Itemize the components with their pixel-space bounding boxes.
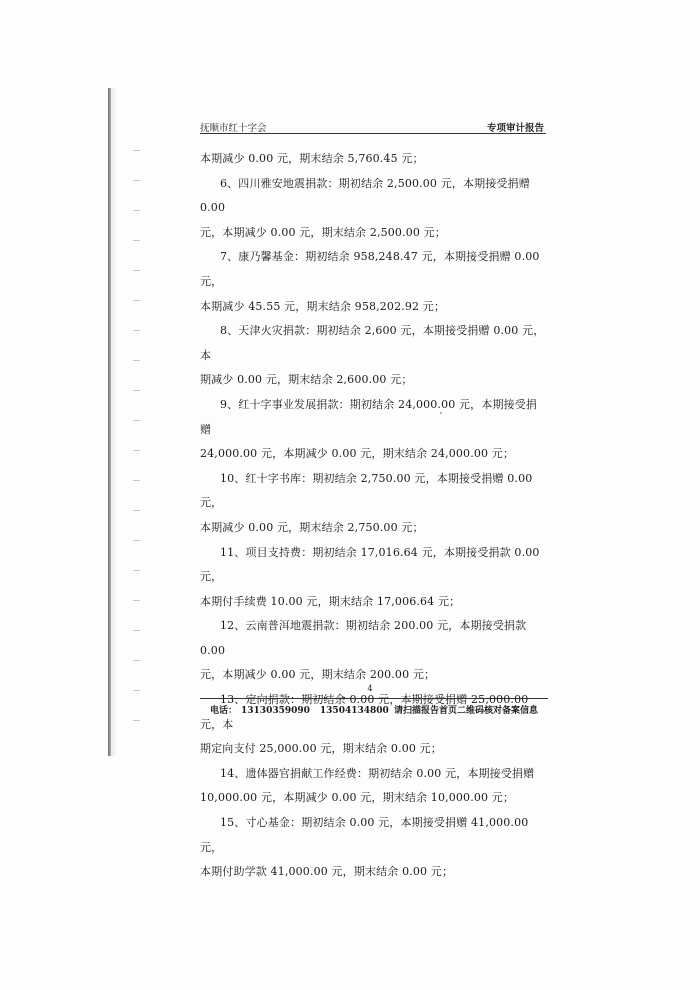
phone-label: 电话：: [210, 706, 238, 716]
binding-marks: [133, 150, 141, 750]
page-footer: [200, 698, 548, 719]
phone-number-2: 13504134800: [319, 706, 389, 716]
body-line: 8、天津火灾捐款：期初结余 2,600 元，本期接受捐赠 0.00 元，本: [200, 324, 545, 362]
binding-tick: [133, 420, 140, 421]
body-line: 10,000.00 元，本期减少 0.00 元，期末结余 10,000.00 元；: [200, 791, 515, 805]
binding-tick: [133, 150, 140, 151]
scan-shadow-soft: [111, 88, 117, 756]
body-line: 本期减少 45.55 元，期末结余 958,202.92 元；: [200, 299, 446, 313]
header-organization: 抚顺市红十字会: [200, 123, 267, 134]
body-line: 12、云南普洱地震捐款：期初结余 200.00 元，本期接受捐款 0.00: [200, 619, 527, 657]
body-line: 24,000.00 元，本期减少 0.00 元，期末结余 24,000.00 元；: [200, 447, 515, 461]
body-line: 7、康乃馨基金：期初结余 958,248.47 元，本期接受捐赠 0.00 元，: [200, 250, 540, 288]
binding-tick: [133, 600, 140, 601]
document-body: [200, 147, 548, 885]
page-number: 4: [367, 684, 373, 693]
page-header: [200, 119, 546, 134]
binding-tick: [133, 390, 140, 391]
body-line: 11、项目支持费：期初结余 17,016.64 元，本期接受捐款 0.00 元，: [200, 545, 540, 584]
body-line: 10、红十字书库：期初结余 2,750.00 元，本期接受捐赠 0.00 元，: [200, 471, 533, 510]
binding-tick: [133, 240, 140, 241]
body-line: 本期付手续费 10.00 元，期末结余 17,006.64 元；: [200, 594, 461, 608]
body-line: 15、寸心基金：期初结余 0.00 元，本期接受捐赠 41,000.00 元，: [200, 816, 529, 854]
binding-tick: [133, 570, 140, 571]
binding-tick: [133, 270, 140, 271]
binding-tick: [133, 720, 140, 721]
binding-tick: [133, 510, 140, 511]
body-line: 元，本期减少 0.00 元，期末结余 2,500.00 元；: [200, 225, 446, 239]
binding-tick: [133, 540, 140, 541]
body-line: 期定向支付 25,000.00 元，期末结余 0.00 元；: [200, 742, 442, 756]
binding-tick: [133, 450, 140, 451]
binding-tick: [133, 480, 140, 481]
body-line: 9、红十字事业发展捐款：期初结余 24,000.00 元，本期接受捐赠: [200, 397, 538, 436]
header-report-type: 专项审计报告: [486, 123, 544, 134]
phone-number-1: 13130359090: [241, 706, 310, 716]
footer-verification-note: 请扫描报告首页二维码核对备案信息: [393, 706, 538, 716]
binding-tick: [133, 330, 140, 331]
binding-tick: [133, 660, 140, 661]
body-line: 元，本期减少 0.00 元，期末结余 200.00 元；: [200, 668, 436, 682]
body-line: 13、定向捐款：期初结余 0.00 元，本期接受捐赠 25,000.00 元，本: [200, 693, 529, 731]
body-line: 期减少 0.00 元，期末结余 2,600.00 元；: [200, 373, 413, 387]
binding-tick: [133, 630, 140, 631]
binding-tick: [133, 300, 140, 301]
footer-contact: [210, 703, 389, 716]
binding-tick: [133, 210, 140, 211]
body-line: 6、四川雅安地震捐款：期初结余 2,500.00 元，本期接受捐赠 0.00: [200, 176, 530, 215]
body-line: 本期减少 0.00 元，期末结余 5,760.45 元；: [200, 152, 424, 165]
body-line: 14、遗体器官捐献工作经费：期初结余 0.00 元，本期接受捐赠: [220, 766, 535, 780]
body-line: 本期付助学款 41,000.00 元，期末结余 0.00 元；: [200, 865, 454, 879]
body-line: 本期减少 0.00 元，期末结余 2,750.00 元；: [200, 520, 424, 534]
scan-speck: [440, 412, 442, 414]
binding-tick: [133, 180, 140, 181]
binding-tick: [133, 360, 140, 361]
